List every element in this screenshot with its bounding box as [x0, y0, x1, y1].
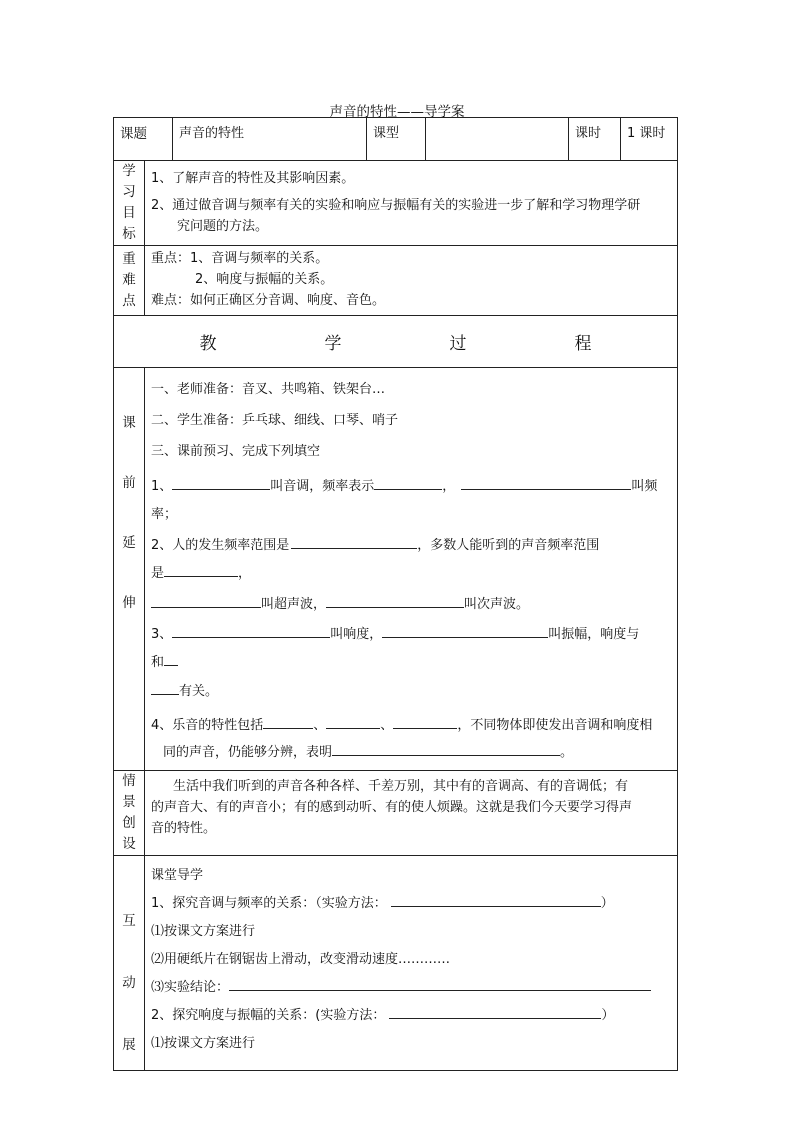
topic-value: 声音的特性 — [173, 118, 367, 161]
preview-label: 课 前 延 伸 — [114, 368, 145, 771]
header-row — [114, 118, 678, 161]
scenario-content — [145, 771, 678, 856]
goal-1: 1、了解声音的特性及其影响因素。 — [151, 171, 355, 186]
scenario-line-1: 生活中我们听到的声音各种各样、千差万别，其中有的音调高、有的音调低；有 — [173, 779, 629, 794]
type-value — [426, 118, 569, 161]
teacher-prep: 一、老师准备：音叉、共鸣箱、铁架台… — [151, 382, 386, 397]
keypoints-row — [114, 246, 678, 316]
process-heading: 教 学 过 程 — [114, 316, 678, 368]
scenario-row — [114, 771, 678, 856]
experiment-2: 2、探究响度与振幅的关系：(实验方法： ） — [151, 1002, 671, 1030]
hours-label: 课时 — [569, 118, 621, 161]
goal-2: 2、通过做音调与频率有关的实验和响应与振幅有关的实验进一步了解和学习物理学研 — [151, 198, 641, 213]
experiment-1-step-2: ⑵用硬纸片在钢锯齿上滑动，改变滑动速度………… — [151, 952, 451, 967]
keypoints-label: 重 难 点 — [114, 246, 145, 316]
experiment-1-step-1: ⑴按课文方案进行 — [151, 924, 256, 939]
scenario-line-3: 音的特性。 — [151, 821, 217, 836]
question-1: 1、 叫音调，频率表示 ， 叫频 — [151, 471, 671, 502]
question-4: 4、乐音的特性包括 、 、 ，不同物体即使发出音调和响度相 — [151, 712, 671, 740]
experiment-1-conclusion: ⑶实验结论： — [151, 974, 671, 1002]
goal-2-cont: 究问题的方法。 — [177, 219, 269, 234]
keypoints-content — [145, 246, 678, 316]
keypoint-1: 重点：1、音调与频率的关系。 — [151, 251, 329, 266]
student-prep: 二、学生准备：乒乓球、细线、口琴、哨子 — [151, 413, 399, 428]
scenario-label: 情 景 创 设 — [114, 771, 145, 856]
question-3-cont: 和 — [151, 650, 671, 676]
question-4-cont: 同的声音，仍能够分辨，表明 。 — [151, 740, 671, 766]
interaction-label: 互 动 展 — [114, 856, 145, 1071]
preview-row — [114, 368, 678, 771]
question-1-cont: 率； — [151, 507, 178, 522]
type-label: 课型 — [367, 118, 426, 161]
question-2-waves: 叫超声波， 叫次声波。 — [151, 590, 671, 620]
question-3: 3、 叫响度， 叫振幅，响度与 — [151, 620, 671, 650]
preview-content — [145, 368, 678, 771]
topic-label: 课题 — [114, 118, 173, 161]
goals-label: 学 习 目 标 — [114, 161, 145, 246]
difficulty: 难点：如何正确区分音调、响度、音色。 — [151, 293, 386, 308]
question-2: 2、人的发生频率范围是 ，多数人能听到的声音频率范围 — [151, 531, 671, 560]
lesson-plan-table — [113, 117, 678, 1071]
process-row — [114, 316, 678, 368]
experiment-2-step-1: ⑴按课文方案进行 — [151, 1036, 256, 1051]
scenario-line-2: 的声音大、有的声音小；有的感到动听、有的使人烦躁。这就是我们今天要学习得声 — [151, 800, 633, 815]
experiment-1: 1、探究音调与频率的关系：（实验方法： ） — [151, 890, 671, 918]
goals-content — [145, 161, 678, 246]
question-3-end: 有关。 — [151, 676, 671, 708]
interaction-heading: 课堂导学 — [151, 868, 204, 883]
interaction-row — [114, 856, 678, 1071]
goals-row — [114, 161, 678, 246]
document-title: 声音的特性——导学案 — [329, 104, 465, 120]
preview-task: 三、课前预习、完成下列填空 — [151, 444, 321, 459]
keypoint-2: 2、响度与振幅的关系。 — [195, 272, 334, 287]
interaction-content — [145, 856, 678, 1071]
question-2-cont: 是 ， — [151, 560, 671, 588]
hours-value: 1 课时 — [621, 118, 678, 161]
